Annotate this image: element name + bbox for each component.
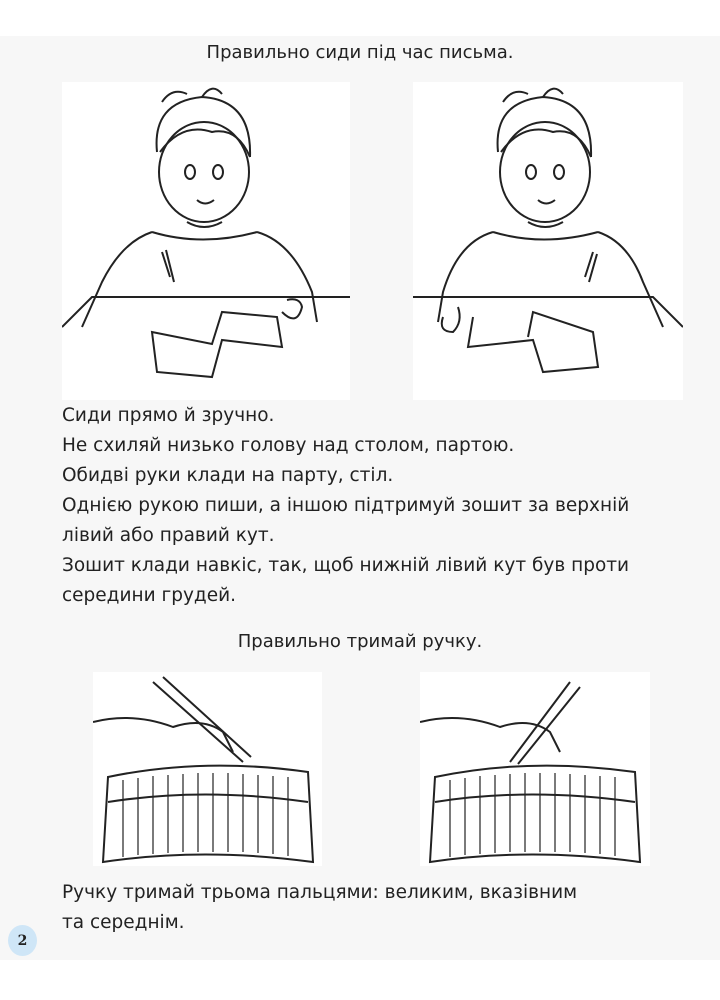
instruction-line: Однією рукою пиши, а іншою підтримуй зошит за верхній xyxy=(62,495,630,516)
instruction-line: лівий або правий кут. xyxy=(62,525,275,546)
boy-writing-right-hand-illustration xyxy=(62,82,350,400)
section-title-pen: Правильно тримай ручку. xyxy=(237,631,483,652)
hand-holding-pen-illustration-left xyxy=(93,672,322,866)
hand-holding-pen-illustration-right xyxy=(420,672,650,866)
instruction-line: Не схиляй низько голову над столом, партою. xyxy=(62,435,515,456)
sitting-instructions xyxy=(62,401,629,611)
instruction-line: Обидві руки клади на парту, стіл. xyxy=(62,465,394,486)
boy-writing-left-hand-illustration xyxy=(413,82,683,400)
section-title-sitting: Правильно сиди під час письма. xyxy=(206,42,514,63)
instruction-line: середини грудей. xyxy=(62,585,236,606)
instruction-line: Ручку тримай трьома пальцями: великим, вказівним xyxy=(62,882,578,903)
page-number-badge: 2 xyxy=(8,925,37,956)
instruction-line: Сиди прямо й зручно. xyxy=(62,405,275,426)
instruction-line: та середнім. xyxy=(62,912,185,933)
pen-instructions xyxy=(62,878,577,938)
instruction-line: Зошит клади навкіс, так, щоб нижній лівий кут був проти xyxy=(62,555,630,576)
